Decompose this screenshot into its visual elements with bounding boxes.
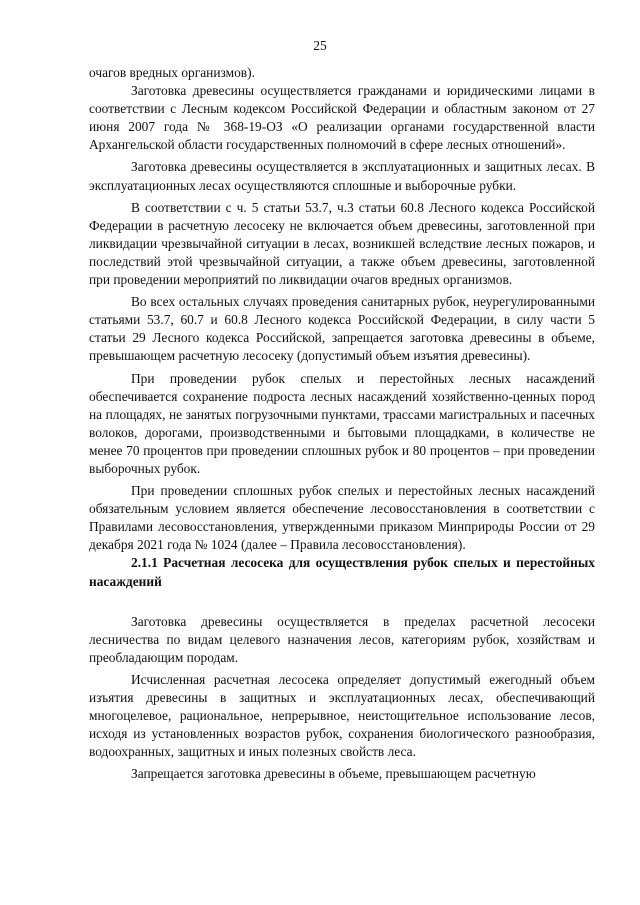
page-number: 25 (313, 38, 327, 53)
paragraph-continuation: очагов вредных организмов). (89, 65, 255, 80)
paragraph-emergency-exclusion: В соответствии с ч. 5 статьи 53.7, ч.3 статьи 60.8 Лесного кодекса Российской Федерации в расчетную лесосеку не включается объем древесины, заготовленной при ликвидации чрезвычайной ситуации в лесах, возникшей вследствие лесных пожаров, и последствий этой чрезвычайной ситуации, а также объем древесины, заготовленной при проведении мероприятий по ликвидации очагов вредных организмов. (89, 199, 595, 288)
paragraph-reforestation: При проведении сплошных рубок спелых и перестойных лесных насаждений обязательным условием является обеспечение лесовосстановления в соответствии с Правилами лесовосстановления, утвержденными приказом Минприроды России от 29 декабря 2021 года № 1024 (далее – Правила лесовосстановления). (89, 483, 595, 553)
paragraph-undergrowth-preservation: При проведении рубок спелых и перестойных лесных насаждений обеспечивается сохранение подроста лесных насаждений хозяйственно-ценных пород на площадях, не занятых погрузочными пунктами, трассами магистральных и пасечных волоков, дорогами, производственными и бытовыми площадками, в количестве не менее 70 процентов при проведении сплошных рубок и 80 процентов – при проведении выборочных рубок. (89, 370, 595, 476)
paragraph-prohibition: Запрещается заготовка древесины в объеме, превышающем расчетную (131, 766, 536, 782)
paragraph-calculated-cut: Исчисленная расчетная лесосека определяет допустимый ежегодный объем изъятия древесины в защитных и эксплуатационных лесах, обеспечивающий многоцелевое, рациональное, непрерывное, неистощительное использование лесов, исходя из установленных возрастов рубок, сохранения биологического разнообразия, водоохранных, защитных и иных полезных свойств леса. (89, 671, 595, 760)
paragraph-allowable-cut: Заготовка древесины осуществляется в пределах расчетной лесосеки лесничества по видам целевого назначения лесов, категориям рубок, хозяйствам и преобладающим породам. (89, 613, 595, 665)
section-heading: 2.1.1 Расчетная лесосека для осуществления рубок спелых и перестойных насаждений (89, 555, 595, 589)
paragraph-forest-types: Заготовка древесины осуществляется в эксплуатационных и защитных лесах. В эксплуатационных лесах осуществляются сплошные и выборочные рубки. (89, 159, 595, 193)
page-body (89, 64, 595, 783)
paragraph-sanitary-felling: Во всех остальных случаях проведения санитарных рубок, неурегулированными статьями 53.7, 60.7 и 60.8 Лесного кодекса Российской Федерации, в силу части 5 статьи 29 Лесного кодекса Российской, запрещается заготовка древесины в объеме, превышающем расчетную лесосеку (допустимый объем изъятия древесины). (89, 294, 595, 364)
paragraph-harvesting-legal-basis: Заготовка древесины осуществляется гражданами и юридическими лицами в соответствии с Лесным кодексом Российской Федерации и областным законом от 27 июня 2007 года № 368-19-ОЗ «О реализации органами государственной власти Архангельской области государственных полномочий в сфере лесных отношений». (89, 83, 595, 153)
